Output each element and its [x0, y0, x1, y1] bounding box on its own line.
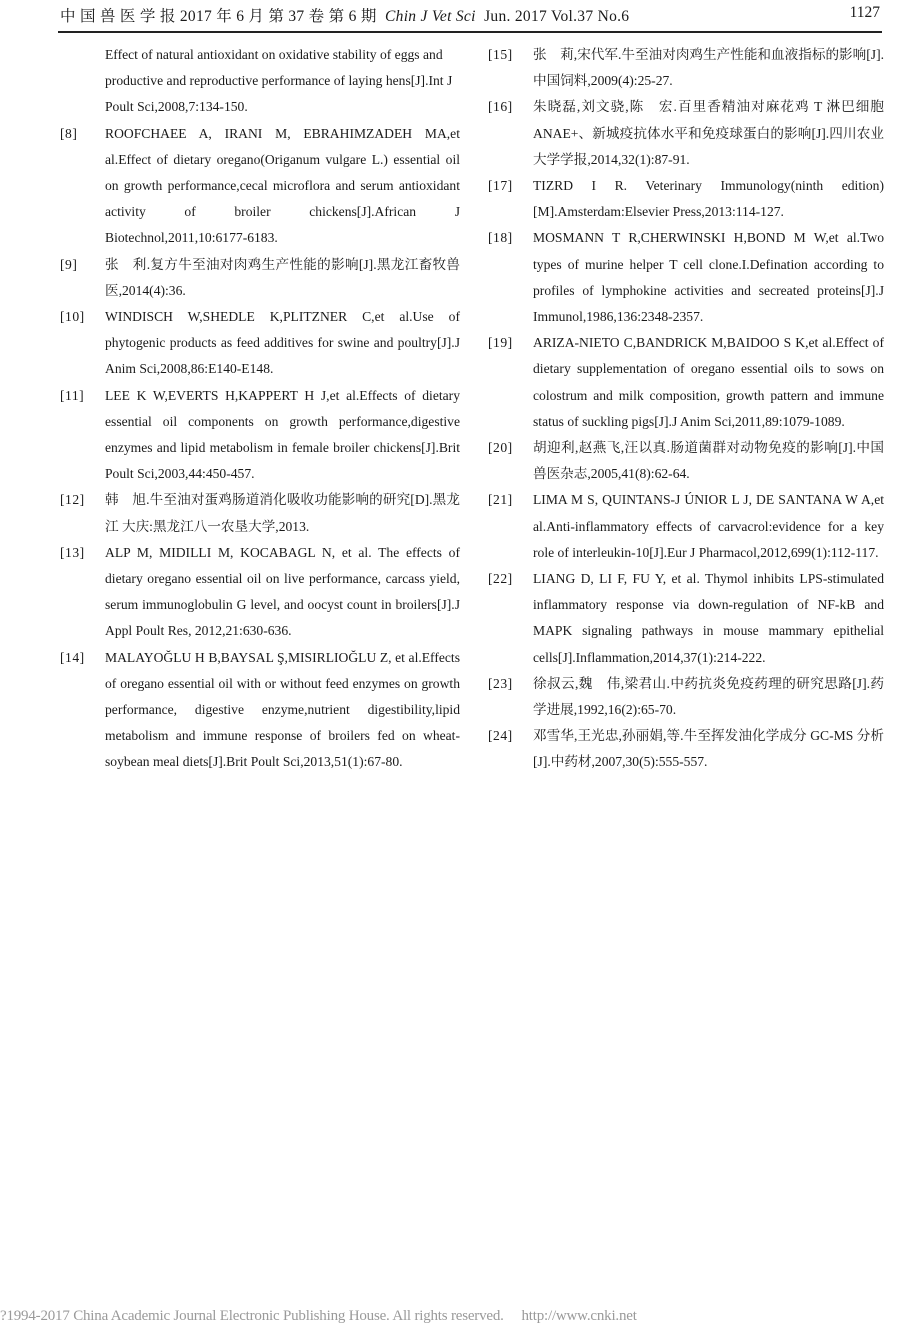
reference-text: 张 莉,宋代军.牛至油对肉鸡生产性能和血液指标的影响[J].中国饲料,2009(4):25-27. [533, 47, 884, 89]
reference-number: [9] [60, 256, 78, 272]
reference-text: 徐叔云,魏 伟,梁君山.中药抗炎免疫药理的研究思路[J].药学进展,1992,16(2):65-70. [533, 675, 884, 718]
journal-citation [60, 4, 629, 26]
reference-text: LIMA M S, QUINTANS-J ÚNIOR L J, DE SANTANA W A,et al.Anti-inflammatory effects of carvacrol:evidence for a key role of interleukin-10[J].Eur J Pharmacol,2012,699(1):112-117. [533, 492, 884, 560]
reference-number: [13] [60, 544, 85, 560]
reference-item [488, 42, 884, 94]
reference-number: [17] [488, 178, 513, 194]
reference-text: MALAYOĞLU H B,BAYSAL Ş,MISIRLIOĞLU Z, et al.Effects of oregano essential oil with or without feed enzymes on growth performance, digestive enzyme,nutrient digestibility,lipid metabolism and immune response of broilers fed on wheat-soybean meal diets[J].Brit Poult Sci,2013,51(1):67-80. [105, 649, 460, 770]
reference-item [60, 121, 460, 252]
reference-item [60, 645, 460, 776]
reference-text: MOSMANN T R,CHERWINSKI H,BOND M W,et al.Two types of murine helper T cell clone.I.Defination according to profiles of lymphokine activities and secreated proteins[J].J Immunol,1986,136:2348-2357. [533, 230, 884, 325]
reference-number: [8] [60, 125, 78, 141]
reference-item [488, 566, 884, 671]
reference-text: ARIZA-NIETO C,BANDRICK M,BAIDOO S K,et al.Effect of dietary supplementation of oregano essential oils to sows on colostrum and milk composition, growth pattern and immune status of suckling pigs[J].J Anim Sci,2011,89:1079-1089. [533, 335, 884, 429]
reference-text: 张 利.复方牛至油对肉鸡生产性能的影响[J].黑龙江畜牧兽医,2014(4):36. [105, 256, 460, 298]
reference-number: [16] [488, 99, 513, 115]
reference-number: [15] [488, 47, 513, 62]
page-number: 1127 [849, 4, 880, 21]
reference-item [60, 252, 460, 304]
reference-text: 韩 旭.牛至油对蛋鸡肠道消化吸收功能影响的研究[D].黑龙江 大庆:黑龙江八一农垦大学,2013. [105, 492, 460, 534]
reference-text: TIZRD I R. Veterinary Immunology(ninth edition)[M].Amsterdam:Elsevier Press,2013:114-127. [533, 178, 884, 220]
issue-info-en: Jun. 2017 Vol.37 No.6 [484, 8, 630, 25]
reference-item [60, 540, 460, 645]
reference-continuation [60, 42, 460, 121]
copyright-notice: ?1994-2017 China Academic Journal Electronic Publishing House. All rights reserved. [0, 1308, 504, 1324]
reference-number: [24] [488, 728, 513, 744]
reference-item [488, 671, 884, 723]
reference-number: [14] [60, 649, 85, 665]
reference-item [60, 487, 460, 539]
journal-name-cn: 中 国 兽 医 学 报 2017 年 6 月 第 37 卷 第 6 期 [60, 8, 377, 25]
reference-number: [22] [488, 571, 513, 587]
reference-item [488, 173, 884, 225]
reference-text: 朱晓磊,刘文骁,陈 宏.百里香精油对麻花鸡 T 淋巴细胞 ANAE+、新城疫抗体水平和免疫球蛋白的影响[J].四川农业大学学报,2014,32(1):87-91. [533, 99, 884, 167]
reference-text: Effect of natural antioxidant on oxidative stability of eggs and productive and reproductive performance of laying hens[J].Int J Poult Sci,2008,7:134-150. [105, 47, 453, 115]
reference-item [488, 330, 884, 435]
running-header [60, 0, 900, 33]
reference-text: ALP M, MIDILLI M, KOCABAGL N, et al. The effects of dietary oregano essential oil on live performance, carcass yield, serum immunoglobulin G level, and oocyst count in broilers[J].J Appl Poult Res, 2012,21:630-636. [105, 544, 460, 639]
reference-number: [18] [488, 230, 513, 246]
reference-item [488, 225, 884, 330]
reference-column-right [488, 42, 884, 776]
reference-text: WINDISCH W,SHEDLE K,PLITZNER C,et al.Use of phytogenic products as feed additives for swine and poultry[J].J Anim Sci,2008,86:E140-E148. [105, 309, 460, 377]
reference-item [60, 383, 460, 488]
reference-item [488, 94, 884, 173]
journal-name-en: Chin J Vet Sci [385, 8, 476, 25]
reference-column-left [60, 42, 460, 776]
reference-text: 胡迎利,赵燕飞,汪以真.肠道菌群对动物免疫的影响[J].中国兽医杂志,2005,41(8):62-64. [533, 440, 884, 482]
reference-number: [23] [488, 675, 513, 691]
reference-item [488, 723, 884, 775]
reference-number: [12] [60, 492, 85, 508]
reference-text: 邓雪华,王光忠,孙丽娟,等.牛至挥发油化学成分 GC-MS 分析[J].中药材,2007,30(5):555-557. [533, 728, 884, 770]
reference-text: LIANG D, LI F, FU Y, et al. Thymol inhibits LPS-stimulated inflammatory response via down-regulation of NF-kB and MAPK signaling pathways in mouse mammary epithelial cells[J].Inflammation,2014,37(1):214-222. [533, 571, 884, 665]
footer-url: http://www.cnki.net [521, 1308, 637, 1324]
header-divider [58, 31, 882, 33]
reference-item [488, 487, 884, 566]
reference-number: [20] [488, 440, 513, 456]
copyright-footer [0, 1308, 900, 1325]
reference-number: [11] [60, 387, 85, 403]
reference-text: LEE K W,EVERTS H,KAPPERT H J,et al.Effects of dietary essential oil components on growth performance,digestive enzymes and lipid metabolism in female broiler chickens[J].Brit Poult Sci,2003,44:450-457. [105, 387, 460, 482]
reference-number: [19] [488, 335, 513, 351]
reference-number: [21] [488, 492, 513, 508]
reference-number: [10] [60, 309, 85, 325]
reference-item [488, 435, 884, 487]
reference-item [60, 304, 460, 383]
reference-text: ROOFCHAEE A, IRANI M, EBRAHIMZADEH MA,et al.Effect of dietary oregano(Origanum vulgare L.) essential oil on growth performance,cecal microflora and serum antioxidant activity of broiler chickens[J].African J Biotechnol,2011,10:6177-6183. [105, 125, 460, 246]
